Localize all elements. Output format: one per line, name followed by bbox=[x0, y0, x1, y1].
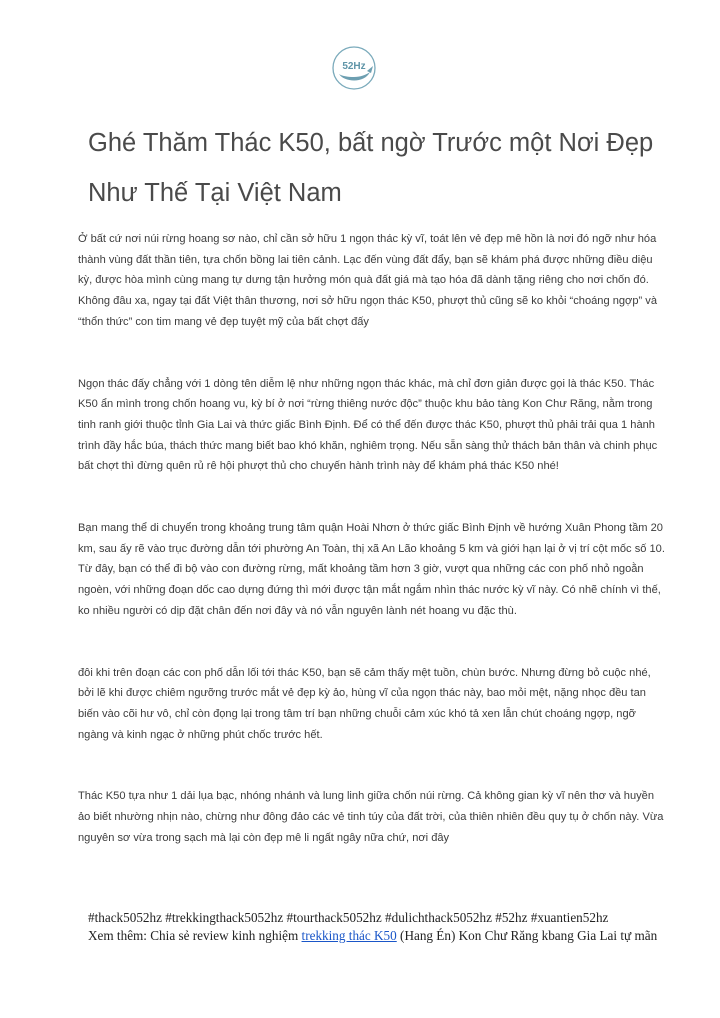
article-body bbox=[78, 229, 668, 848]
logo-text: 52Hz bbox=[342, 61, 366, 72]
paragraph: đôi khi trên đoạn các con phố dẫn lối tới thác K50, bạn sẽ cảm thấy mệt tuồn, chùn bước. Nhưng đừng bỏ cuộc nhé, bởi lẽ khi được chiêm ngưỡng trước mắt vẻ đẹp kỳ ảo, hùng vĩ của ngọn thác này, bao mỏi mệt, nặng nhọc đều tan biến vào cõi hư vô, chỉ còn đọng lại trong tâm trí bạn những chuỗi cảm xúc khó tả xen lẫn chút choáng ngợp, ngỡ ngàng và kinh ngạc ở những phút chốc trước hết. bbox=[78, 666, 651, 741]
whale-icon bbox=[330, 44, 378, 92]
see-more-prefix: Xem thêm: Chia sẻ review kinh nghiệm bbox=[88, 928, 302, 943]
trekking-link[interactable]: trekking thác K50 bbox=[301, 928, 397, 943]
site-logo[interactable] bbox=[330, 44, 378, 92]
page-title: Ghé Thăm Thác K50, bất ngờ Trước một Nơi Đẹp Như Thế Tại Việt Nam bbox=[88, 129, 654, 207]
see-more-suffix: (Hang Én) Kon Chư Răng kbang Gia Lai tự mãn bbox=[396, 928, 658, 943]
see-more bbox=[88, 927, 668, 945]
hashtags: #thack5052hz #trekkingthack5052hz #tourthack5052hz #dulichthack5052hz #52hz #xuantien52hz bbox=[88, 910, 609, 925]
paragraph: Thác K50 tựa như 1 dải lụa bạc, nhóng nhánh và lung linh giữa chốn núi rừng. Cả không gian kỳ vĩ nên thơ và huyền ảo biết nhường nhịn nào, chừng như đông đảo các vẻ tinh túy của đất trời, của thiên nhiên đều quy tụ ở chốn này. Vừa nguyên sơ vừa trong sạch mà lại còn đẹp mê li ngất ngây nữa chứ, nơi đây bbox=[78, 790, 664, 844]
paragraph: Bạn mang thể di chuyển trong khoảng trung tâm quận Hoài Nhơn ở thức giấc Bình Định về hướng Xuân Phong tầm 20 km, sau ấy rẽ vào trục đường dẫn tới phường An Toàn, thị xã An Lão khoảng 5 km và giới hạn lại ở vị trí cột mốc số 10. Từ đây, bạn có thể đi bộ vào con đường rừng, mất khoảng tầm hơn 3 giờ, vượt qua những các con phố nhỏ ngoằn ngoèn, với những đoạn dốc cao dựng đứng thì mới được tận mắt ngắm nhìn thác nước kỳ vĩ này. Có nhẽ chính vì thế, ko nhiều người có dịp đặt chân đến nơi đây và nó vẫn nguyên lành nét hoang vu đặc thù. bbox=[78, 522, 665, 617]
paragraph: Ở bất cứ nơi núi rừng hoang sơ nào, chỉ cần sở hữu 1 ngọn thác kỳ vĩ, toát lên vẻ đẹp mê hồn là nơi đó ngỡ như hóa thành vùng đất thần tiên, tựa chốn bồng lai tiên cảnh. Lạc đến vùng đất đẩy, bạn sẽ khám phá được những điều diệu kỳ, được hòa mình cùng mang tự dưng tận hưởng món quà đất giá mà tạo hóa đã dành tặng riêng cho nơi chốn đó. Không đâu xa, ngay tại đất Việt thân thương, nơi sở hữu ngọn thác K50, phượt thủ cũng sẽ ko khỏi “choáng ngợp” và “thổn thức” con tim mang vẻ đẹp tuyệt mỹ của bất chợt đấy bbox=[78, 233, 657, 328]
paragraph: Ngọn thác đấy chẳng với 1 dòng tên diễm lệ như những ngọn thác khác, mà chỉ đơn giản được gọi là thác K50. Thác K50 ẩn mình trong chốn hoang vu, kỳ bí ở nơi “rừng thiêng nước độc” thuộc khu bảo tàng Kon Chư Răng, nằm trong tinh ranh giới thuộc tỉnh Gia Lai và thức giấc Bình Định. Để có thể đến được thác K50, phượt thủ phải trải qua 1 hành trình đầy hắc búa, thách thức mang biết bao khó khăn, nghiêm trọng. Nếu sẵn sàng thử thách bản thân và chinh phục bất chợt thì đừng quên rủ rê hội phượt thủ cho chuyến hành trình này để khám phá thác K50 nhé! bbox=[78, 377, 658, 473]
article-footer bbox=[88, 909, 668, 945]
